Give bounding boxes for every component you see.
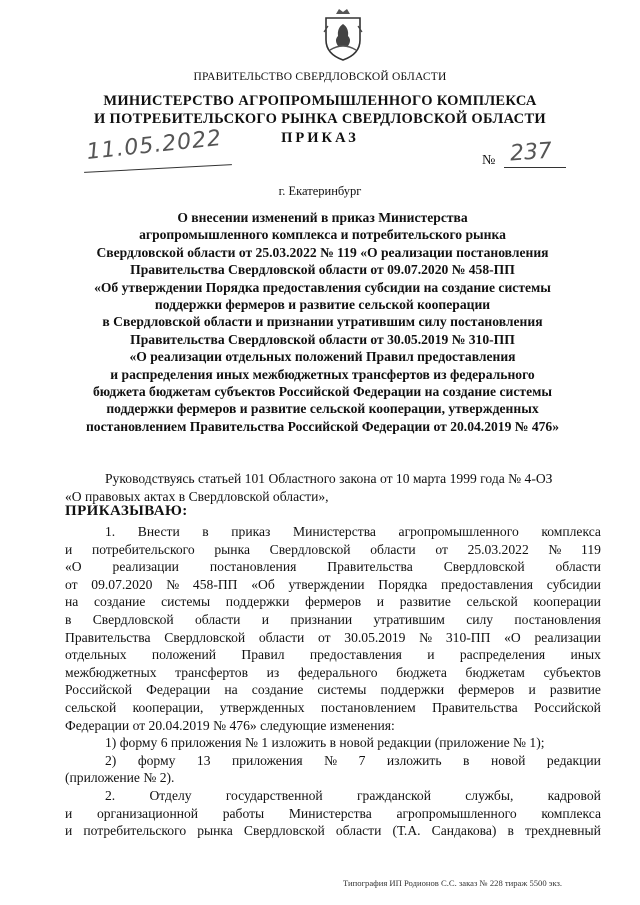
- title-line: агропромышленного комплекса и потребительского рынка: [139, 227, 506, 243]
- body-line: сельской кооперации, утвержденных постановлением Правительства Российской: [65, 699, 601, 715]
- body-line: и организационной работы Министерства агропромышленного комплекса: [65, 805, 601, 821]
- number-sign: №: [482, 153, 496, 168]
- body-line: и потребительского рынка Свердловской области от 25.03.2022 № 119: [65, 541, 601, 557]
- government-name: ПРАВИТЕЛЬСТВО СВЕРДЛОВСКОЙ ОБЛАСТИ: [193, 71, 447, 83]
- printer-footer: Типография ИП Родионов С.С. заказ № 228 тираж 5500 экз.: [343, 878, 563, 888]
- title-line: «О реализации отдельных положений Правил предоставления: [129, 349, 516, 365]
- date-underline: [84, 164, 232, 173]
- body-line: от 09.07.2020 № 458-ПП «Об утверждении Порядка предоставления субсидии: [65, 576, 601, 592]
- body-line: и потребительского рынка Свердловской области (Т.А. Сандакова) в трехдневный: [65, 823, 601, 839]
- title-line: в Свердловской области и признании утратившим силу постановления: [102, 314, 543, 330]
- handwritten-number: 237: [509, 138, 553, 167]
- order-heading: ПРИКАЗЫВАЮ:: [65, 503, 188, 519]
- ministry-line-2: И ПОТРЕБИТЕЛЬСКОГО РЫНКА СВЕРДЛОВСКОЙ ОБЛАСТИ: [94, 111, 546, 127]
- ministry-line-1: МИНИСТЕРСТВО АГРОПРОМЫШЛЕННОГО КОМПЛЕКСА: [103, 93, 537, 109]
- legal-basis: [65, 470, 605, 505]
- body-line: 1) форму 6 приложения № 1 изложить в новой редакции (приложение № 1);: [105, 735, 545, 751]
- title-line: Правительства Свердловской области от 30.05.2019 № 310-ПП: [130, 331, 515, 347]
- title-line: поддержки фермеров и развитие сельской кооперации, утвержденных: [106, 401, 539, 417]
- body-line: (приложение № 2).: [65, 770, 175, 786]
- title-line: Свердловской области от 25.03.2022 № 119 «О реализации постановления: [96, 244, 549, 260]
- body-line: Федерации от 20.04.2019 № 476» следующие изменения:: [65, 717, 395, 733]
- handwritten-date: 11.05.2022: [85, 125, 224, 165]
- title-line: и распределения иных межбюджетных трансфертов из федерального: [110, 366, 535, 382]
- document-type: ПРИКАЗ: [281, 130, 359, 146]
- body-line: Российской Федерации на создание системы поддержки фермеров и развитие: [65, 682, 601, 698]
- ministry-name: [0, 92, 640, 128]
- basis-line-1: Руководствуясь статьей 101 Областного закона от 10 марта 1999 года № 4-ОЗ: [105, 471, 553, 486]
- body-line: 2. Отделу государственной гражданской службы, кадровой: [105, 787, 601, 803]
- title-line: поддержки фермеров и развитие сельской кооперации: [154, 297, 491, 313]
- title-line: бюджета бюджетам субъектов Российской Федерации на создание системы: [93, 384, 552, 400]
- document-title: [60, 209, 585, 435]
- body-line: Правительства Свердловской области от 30.05.2019 № 310-ПП «О реализации: [65, 629, 601, 645]
- body-line: межбюджетных трансфертов из федерального бюджета бюджетам субъектов: [65, 664, 601, 680]
- body-line: 1. Внести в приказ Министерства агропромышленного комплекса: [105, 524, 601, 539]
- body-line: 2) форму 13 приложения № 7 изложить в новой редакции: [105, 752, 601, 768]
- title-line: «Об утверждении Порядка предоставления субсидии на создание системы: [94, 279, 551, 295]
- city: г. Екатеринбург: [278, 184, 362, 198]
- number-underline: [504, 167, 566, 168]
- title-line: Правительства Свердловской области от 09.07.2020 № 458-ПП: [130, 262, 515, 278]
- body-line: отдельных положений Правил предоставления и распределения иных: [65, 647, 601, 663]
- body-line: в Свердловской области и признании утратившим силу постановления: [65, 611, 601, 627]
- coat-of-arms-icon: [322, 6, 364, 62]
- title-line: постановлением Правительства Российской Федерации от 20.04.2019 № 476»: [85, 418, 560, 434]
- body-line: на создание системы поддержки фермеров и развитие сельской кооперации: [65, 594, 601, 610]
- title-line: О внесении изменений в приказ Министерства: [177, 210, 468, 225]
- body-line: «О реализации постановления Правительства Свердловской области: [65, 559, 601, 575]
- order-body: [65, 523, 601, 840]
- basis-line-2: «О правовых актах в Свердловской области»,: [65, 488, 329, 504]
